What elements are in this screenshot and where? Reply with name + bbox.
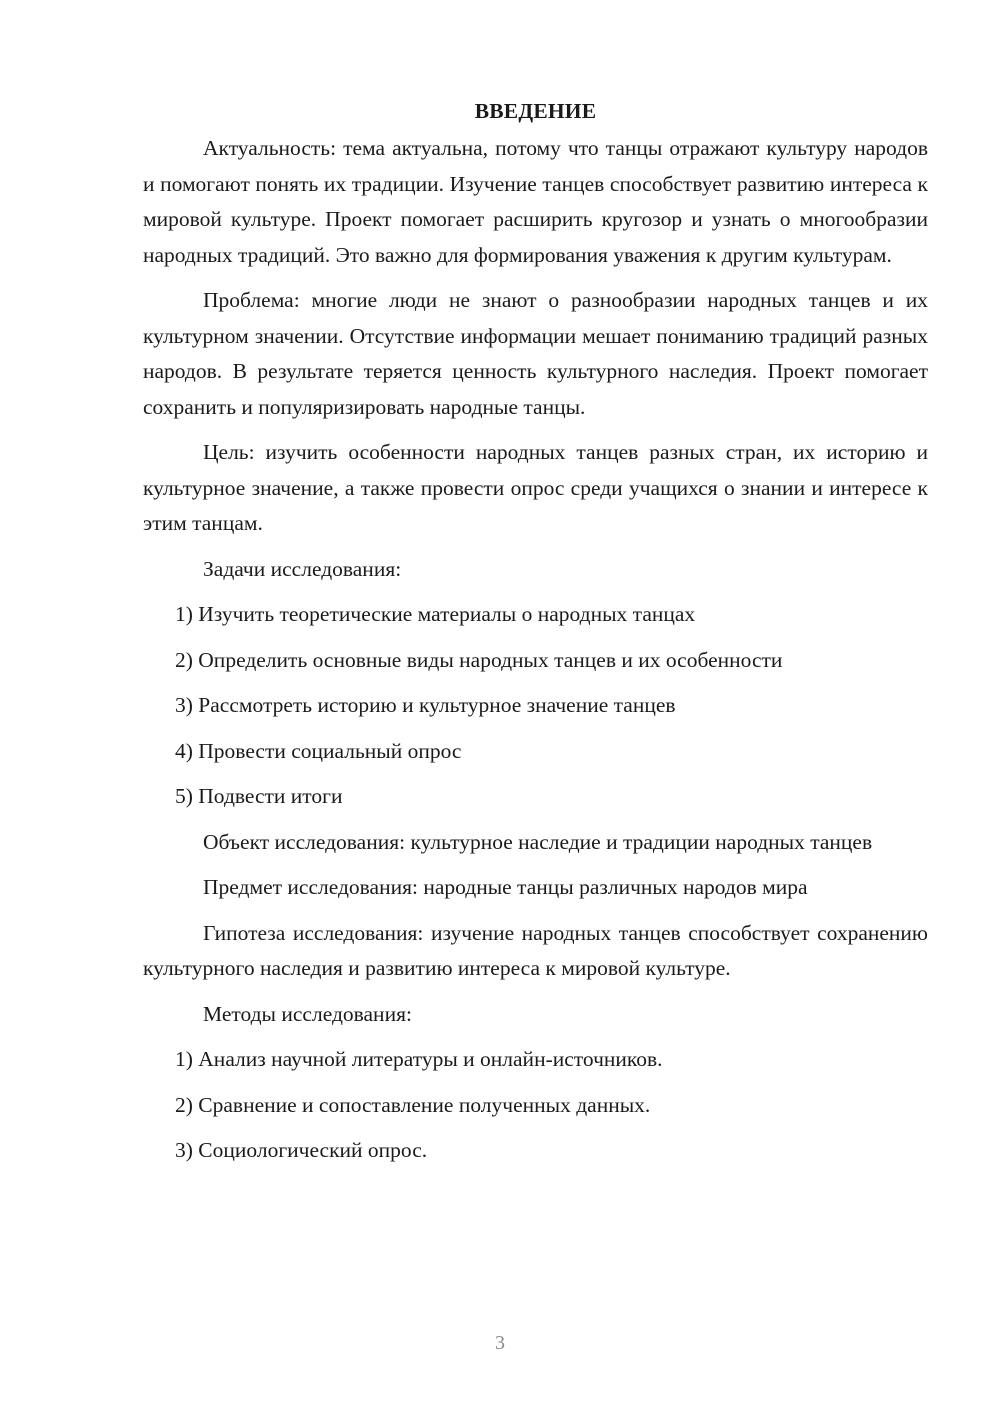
list-item: 1) Анализ научной литературы и онлайн-источников. bbox=[175, 1047, 663, 1071]
list-item: 1) Изучить теоретические материалы о народных танцах bbox=[175, 602, 696, 626]
list-item: 3) Социологический опрос. bbox=[175, 1138, 428, 1162]
tasks-heading: Задачи исследования: bbox=[203, 556, 402, 581]
tasks-list bbox=[143, 597, 928, 815]
list-item: 2) Сравнение и сопоставление полученных данных. bbox=[175, 1092, 651, 1117]
subject-paragraph: Предмет исследования: народные танцы различных народов мира bbox=[203, 875, 808, 899]
list-item: 2) Определить основные виды народных танцев и их особенности bbox=[175, 647, 783, 672]
methods-list bbox=[143, 1042, 928, 1169]
list-item: 4) Провести социальный опрос bbox=[175, 738, 462, 763]
goal-paragraph: Цель: изучить особенности народных танцев разных стран, их историю и культурное значение, а также провести опрос среди учащихся о знании и интересе к этим танцам. bbox=[143, 440, 928, 535]
list-item: 3) Рассмотреть историю и культурное значение танцев bbox=[175, 693, 676, 717]
hypothesis-paragraph: Гипотеза исследования: изучение народных танцев способствует сохранению культурного наследия и развитию интереса к мировой культуре. bbox=[143, 920, 928, 980]
list-item: 5) Подвести итоги bbox=[175, 784, 343, 808]
problem-paragraph: Проблема: многие люди не знают о разнообразии народных танцев и их культурном значении. Отсутствие информации мешает пониманию традиций разных народов. В результате теряется ценность культурного наследия. Проект помогает сохранить и популяризировать народные танцы. bbox=[143, 288, 928, 419]
methods-heading: Методы исследования: bbox=[203, 1001, 412, 1026]
page-content bbox=[143, 92, 928, 1179]
page-number: 3 bbox=[495, 1332, 505, 1354]
object-paragraph: Объект исследования: культурное наследие и традиции народных танцев bbox=[203, 829, 873, 854]
page-title: ВВЕДЕНИЕ bbox=[474, 99, 597, 123]
relevance-paragraph: Актуальность: тема актуальна, потому что танцы отражают культуру народов и помогают понять их традиции. Изучение танцев способствует развитию интереса к мировой культуре. Проект помогает расширить кругозор и узнать о многообразии народных традиций. Это важно для формирования уважения к другим культурам. bbox=[143, 136, 928, 267]
